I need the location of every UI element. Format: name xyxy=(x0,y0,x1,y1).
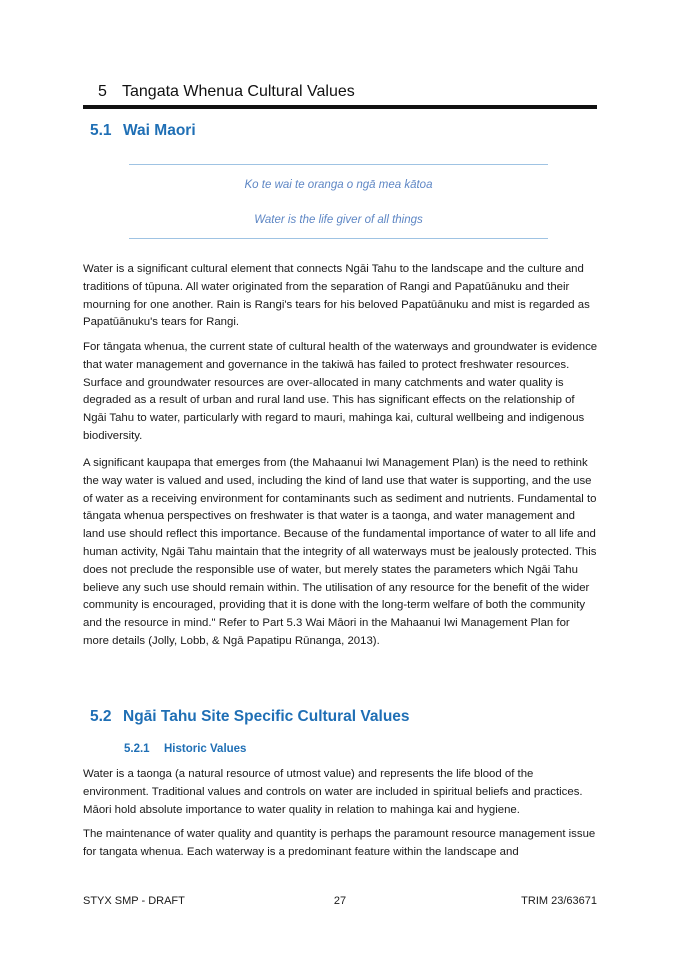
section-title: Wai Maori xyxy=(123,122,196,139)
subsection-number: 5.2.1 xyxy=(124,743,150,755)
body-paragraph: The maintenance of water quality and quantity is perhaps the paramount resource management issue for tangata whenua. Each waterway is a predominant feature within the landscape and xyxy=(83,828,596,858)
section-heading-5-2 xyxy=(90,707,410,727)
quote-english-line: Water is the life giver of all things xyxy=(254,214,423,226)
footer-document-title: STYX SMP - DRAFT xyxy=(83,895,185,907)
section-number: 5.2 xyxy=(90,708,112,725)
chapter-divider xyxy=(83,105,597,109)
section-title: Ngāi Tahu Site Specific Cultural Values xyxy=(123,708,410,725)
quote-maori-line: Ko te wai te oranga o ngā mea kātoa xyxy=(244,179,433,191)
quote-bottom-divider xyxy=(129,238,548,239)
body-paragraph: Water is a significant cultural element that connects Ngāi Tahu to the landscape and the culture and traditions of tūpuna. All water originated from the separation of Rangi and Papatūānuku and their mourning for one another. Rain is Rangi's tears for his beloved Papatūānuku and mist is regarded as Papatūānuku's tears for Rangi. xyxy=(83,263,590,329)
subsection-heading-5-2-1 xyxy=(124,741,246,757)
footer-page-number: 27 xyxy=(333,895,347,907)
section-number: 5.1 xyxy=(90,122,112,139)
chapter-title: Tangata Whenua Cultural Values xyxy=(122,83,355,100)
section-heading-5-1 xyxy=(90,121,196,141)
body-paragraph: A significant kaupapa that emerges from (the Mahaanui Iwi Management Plan) is the need to rethink the way water is valued and used, including the kind of land use that water is supporting, and the use of water as a receiving environment for contaminants such as sediment and nutrients. Fundamental to tāngata whenua perspectives on freshwater is that water is a taonga, and water management and land use should reflect this importance. Because of the fundamental importance of water to all life and human activity, Ngāi Tahu maintain that the integrity of all waterways must be jealously protected. This does not preclude the responsible use of water, but merely states the parameters which Ngāi Tahu believe any such use should remain within. The utilisation of any resource for the benefit of the wider community is encouraged, providing that it is done with the long-term welfare of both the community and the resource in mind." Refer to Part 5.3 Wai Māori in the Mahaanui Iwi Management Plan for more details (Jolly, Lobb, & Ngā Papatipu Rūnanga, 2013). xyxy=(83,457,597,647)
chapter-heading xyxy=(98,82,596,102)
quote-top-divider xyxy=(129,164,548,165)
body-paragraph: Water is a taonga (a natural resource of utmost value) and represents the life blood of the environment. Traditional values and controls on water are included in spiritual beliefs and practices. Māori hold absolute importance to water quality in relation to mahinga kai and hygiene. xyxy=(83,768,583,816)
chapter-number: 5 xyxy=(98,83,107,100)
subsection-title: Historic Values xyxy=(164,743,247,755)
footer-trim-reference: TRIM 23/63671 xyxy=(521,895,597,907)
body-paragraph: For tāngata whenua, the current state of cultural health of the waterways and groundwater is evidence that water management and governance in the takiwā has failed to protect freshwater resources. Surface and groundwater resources are over-allocated in many catchments and water quality is degraded as a result of urban and rural land use. This has significant effects on the relationship of Ngāi Tahu to water, particularly with regard to mauri, mahinga kai, cultural wellbeing and indigenous biodiversity. xyxy=(83,341,598,442)
